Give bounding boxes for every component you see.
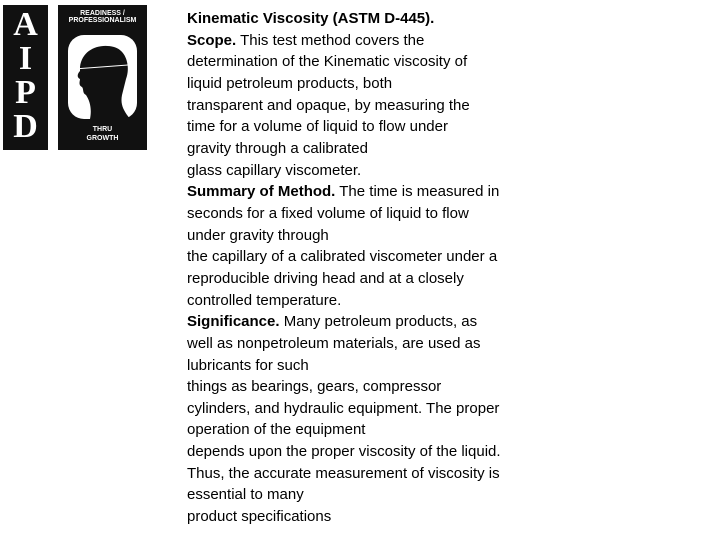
logo-letters-panel bbox=[3, 5, 48, 150]
line-text: Thus, the accurate measurement of viscosity is bbox=[187, 464, 500, 482]
line-text: time for a volume of liquid to flow under bbox=[187, 118, 448, 136]
line-text: liquid petroleum products, both bbox=[187, 74, 393, 92]
text-line bbox=[187, 268, 717, 290]
line-text: This test method covers the bbox=[236, 31, 425, 49]
logo-bottom-text: GROWTH bbox=[86, 135, 119, 142]
text-line bbox=[187, 203, 717, 225]
text-line bbox=[187, 30, 717, 52]
logo-top-text: PROFESSIONALISM bbox=[68, 17, 137, 24]
line-text: product specifications bbox=[187, 508, 332, 526]
line-text: determination of the Kinematic viscosity of bbox=[187, 53, 468, 71]
text-line bbox=[187, 160, 717, 182]
logo-letter: P bbox=[15, 74, 36, 111]
bold-heading: Summary of Method. bbox=[187, 183, 336, 201]
text-line bbox=[187, 225, 717, 247]
text-line bbox=[187, 73, 717, 95]
line-text: well as nonpetroleum materials, are used as bbox=[187, 334, 481, 352]
line-text: transparent and opaque, by measuring the bbox=[187, 96, 470, 114]
text-line bbox=[187, 376, 717, 398]
text-line bbox=[187, 441, 717, 463]
text-line bbox=[187, 463, 717, 485]
text-line bbox=[187, 419, 717, 441]
logo-letter: A bbox=[13, 6, 38, 43]
document-body bbox=[187, 8, 717, 528]
logo-top-text: READINESS / bbox=[80, 10, 125, 17]
line-text: cylinders, and hydraulic equipment. The proper bbox=[187, 399, 500, 417]
text-line bbox=[187, 116, 717, 138]
text-line bbox=[187, 311, 717, 333]
bold-heading: Significance. bbox=[187, 313, 280, 331]
logo-emblem-panel bbox=[58, 5, 147, 150]
line-text: things as bearings, gears, compressor bbox=[187, 378, 442, 396]
text-line bbox=[187, 398, 717, 420]
text-line bbox=[187, 333, 717, 355]
text-line bbox=[187, 290, 717, 312]
text-line bbox=[187, 355, 717, 377]
line-text: lubricants for such bbox=[187, 356, 309, 374]
text-line bbox=[187, 506, 717, 528]
text-line bbox=[187, 181, 717, 203]
text-line bbox=[187, 8, 717, 30]
bold-heading: Scope. bbox=[187, 31, 237, 49]
line-text: gravity through a calibrated bbox=[187, 139, 368, 157]
logo-letter: D bbox=[13, 108, 38, 145]
line-text: Many petroleum products, as bbox=[279, 313, 478, 331]
line-text: glass capillary viscometer. bbox=[187, 161, 362, 179]
line-text: The time is measured in bbox=[335, 183, 500, 201]
line-text: seconds for a fixed volume of liquid to flow bbox=[187, 204, 469, 222]
bold-heading: Kinematic Viscosity (ASTM D-445). bbox=[187, 10, 435, 27]
text-line bbox=[187, 138, 717, 160]
line-text: the capillary of a calibrated viscometer under a bbox=[187, 248, 498, 266]
line-text: depends upon the proper viscosity of the liquid. bbox=[187, 443, 501, 461]
aipd-logo bbox=[3, 5, 147, 150]
logo-letter: I bbox=[18, 40, 33, 77]
logo-bottom-text: THRU bbox=[92, 126, 113, 133]
line-text: under gravity through bbox=[187, 226, 329, 244]
text-line bbox=[187, 246, 717, 268]
line-text: essential to many bbox=[187, 486, 304, 504]
text-line bbox=[187, 51, 717, 73]
line-text: controlled temperature. bbox=[187, 291, 342, 309]
line-text: operation of the equipment bbox=[187, 421, 366, 439]
text-line bbox=[187, 95, 717, 117]
soldier-silhouette-icon bbox=[68, 35, 137, 119]
line-text: reproducible driving head and at a closely bbox=[187, 269, 464, 287]
text-line bbox=[187, 484, 717, 506]
